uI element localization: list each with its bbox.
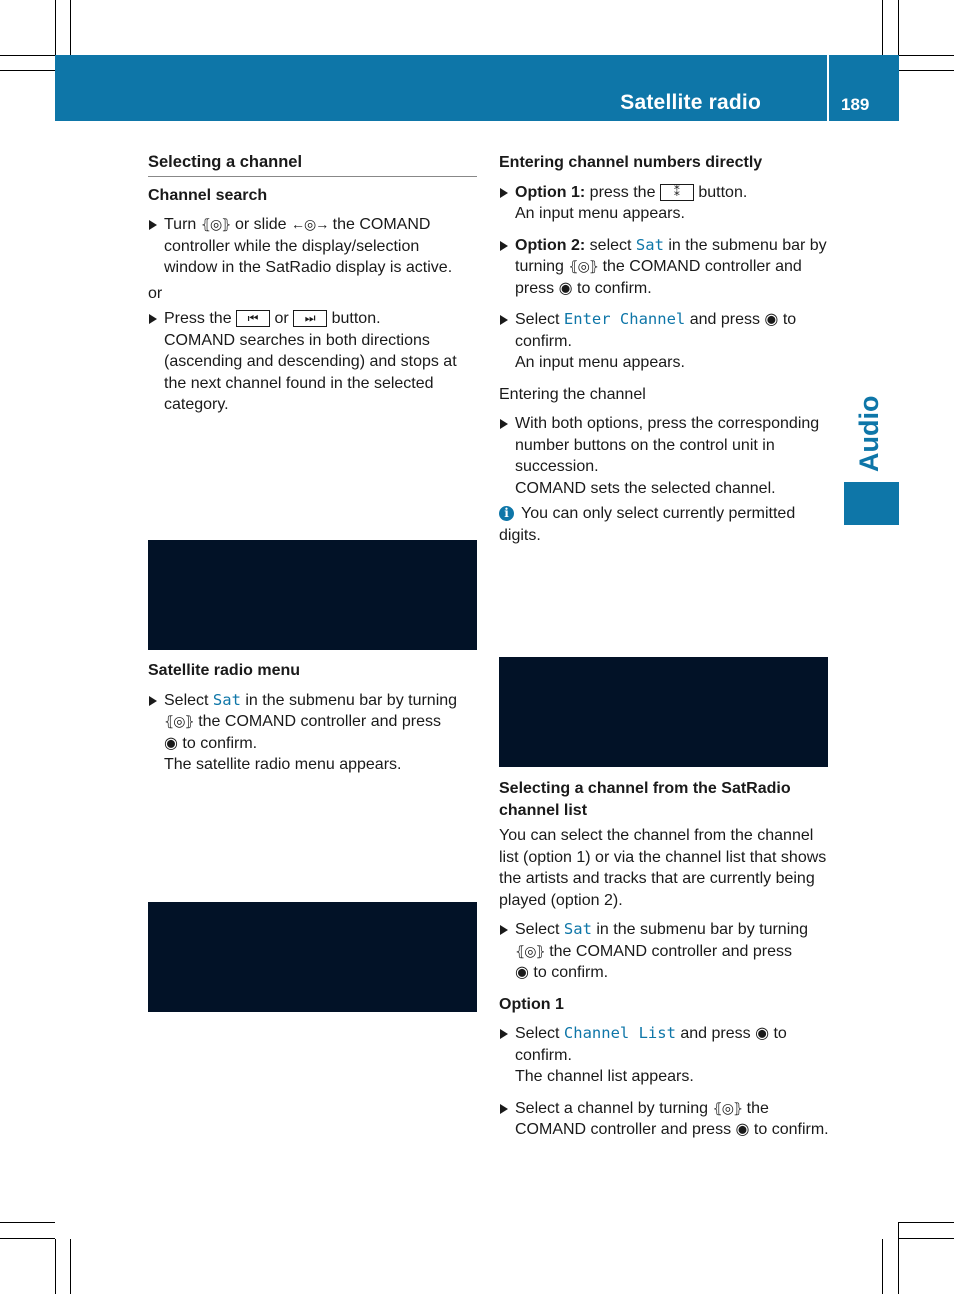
menu-item-sat: Sat <box>635 235 664 254</box>
display-screenshot <box>499 657 828 767</box>
turn-controller-icon: ⦃◎⦄ <box>200 216 231 232</box>
turn-controller-icon: ⦃◎⦄ <box>568 258 599 274</box>
crop-mark <box>70 0 71 55</box>
info-note: i You can only select currently permitted digits. <box>499 505 796 544</box>
heading-selecting-channel: Selecting a channel <box>148 152 477 177</box>
step-press-skip: Press the ⏮ or ⏭ button. COMAND searches in both directions (ascending and descending) and stops at the next channel found in the selected category. <box>148 308 477 416</box>
crop-mark <box>898 0 899 55</box>
press-controller-icon: ◉ <box>164 734 178 752</box>
press-controller-icon: ◉ <box>735 1121 750 1138</box>
crop-mark <box>882 1239 883 1294</box>
turn-controller-icon: ⦃◎⦄ <box>712 1099 743 1116</box>
crop-mark <box>55 0 56 55</box>
crop-mark <box>0 70 55 71</box>
crop-mark <box>899 70 954 71</box>
step-select-channel-list: Select Channel List and press ◉ to confirm. The channel list appears. <box>499 1023 829 1088</box>
menu-item-sat: Sat <box>563 920 592 938</box>
crop-mark <box>899 55 954 56</box>
crop-mark <box>70 1239 71 1294</box>
display-screenshot <box>148 540 477 650</box>
step-select-a-channel: Select a channel by turning ⦃◎⦄ the COMAND controller and press ◉ to confirm. <box>499 1098 829 1141</box>
heading-channel-list: Selecting a channel from the SatRadio channel list <box>499 780 791 819</box>
crop-mark <box>0 1238 55 1239</box>
step-turn-controller: Turn ⦃◎⦄ or slide ←◎→ the COMAND controller while the display/selection window in the SatRadio display is active. <box>148 214 477 279</box>
crop-mark <box>899 1222 954 1223</box>
skip-back-icon: ⏮ <box>236 310 270 327</box>
crop-mark <box>0 1222 55 1223</box>
header-divider <box>827 55 829 121</box>
crop-mark <box>882 0 883 55</box>
heading-option-1: Option 1 <box>499 995 564 1013</box>
turn-controller-icon: ⦃◎⦄ <box>515 942 545 959</box>
channel-list-intro: You can select the channel from the channel list (option 1) or via the channel list that shows the artists and tracks that are currently being played (option 2). <box>499 827 827 909</box>
step-select-sat: Select Sat in the submenu bar by turning ⦃◎⦄ the COMAND controller and press ◉ to confirm. <box>499 919 829 984</box>
turn-controller-icon: ⦃◎⦄ <box>164 713 194 729</box>
press-controller-icon: ◉ <box>764 311 779 328</box>
numpad-button-icon: ⁑ <box>660 184 694 201</box>
page-header <box>55 55 899 121</box>
chapter-tab <box>844 482 899 525</box>
display-screenshot <box>148 902 477 1012</box>
skip-forward-icon: ⏭ <box>293 310 327 327</box>
crop-mark <box>0 55 55 56</box>
crop-mark <box>899 1238 954 1239</box>
step-select-sat: Select Sat in the submenu bar by turning ⦃◎⦄ the COMAND controller and press ◉ to confirm. The satellite radio menu appears. <box>148 690 477 776</box>
heading-satellite-radio-menu: Satellite radio menu <box>148 662 301 679</box>
or-text: or <box>148 284 163 302</box>
right-column <box>499 152 829 546</box>
chapter-label: Audio <box>854 395 884 472</box>
press-controller-icon: ◉ <box>515 964 529 981</box>
step-number-buttons: With both options, press the corresponding number buttons on the control unit in succession. COMAND sets the selected channel. <box>499 413 829 499</box>
step-select-enter-channel: Select Enter Channel and press ◉ to confirm. An input menu appears. <box>499 309 829 374</box>
crop-mark <box>898 1222 899 1294</box>
left-column-lower <box>148 660 477 776</box>
slide-controller-icon: ←◎→ <box>290 216 329 232</box>
heading-entering-channel-numbers: Entering channel numbers directly <box>499 154 763 171</box>
section-title: Satellite radio <box>620 91 761 114</box>
step-option-1: Option 1: press the ⁑ button. An input menu appears. <box>499 182 829 225</box>
menu-item-sat: Sat <box>212 690 241 709</box>
step-option-2: Option 2: select Sat in the submenu bar by turning ⦃◎⦄ the COMAND controller and press ◉ to confirm. <box>499 235 829 300</box>
right-column-lower <box>499 778 829 1141</box>
left-column <box>148 152 477 416</box>
crop-mark <box>55 1239 56 1294</box>
menu-item-channel-list: Channel List <box>563 1024 676 1042</box>
info-icon: i <box>499 506 514 521</box>
page-number: 189 <box>841 95 870 114</box>
press-controller-icon: ◉ <box>558 279 573 297</box>
entering-channel-text: Entering the channel <box>499 385 646 403</box>
heading-channel-search: Channel search <box>148 186 268 204</box>
press-controller-icon: ◉ <box>755 1025 770 1042</box>
menu-item-enter-channel: Enter Channel <box>563 310 686 328</box>
